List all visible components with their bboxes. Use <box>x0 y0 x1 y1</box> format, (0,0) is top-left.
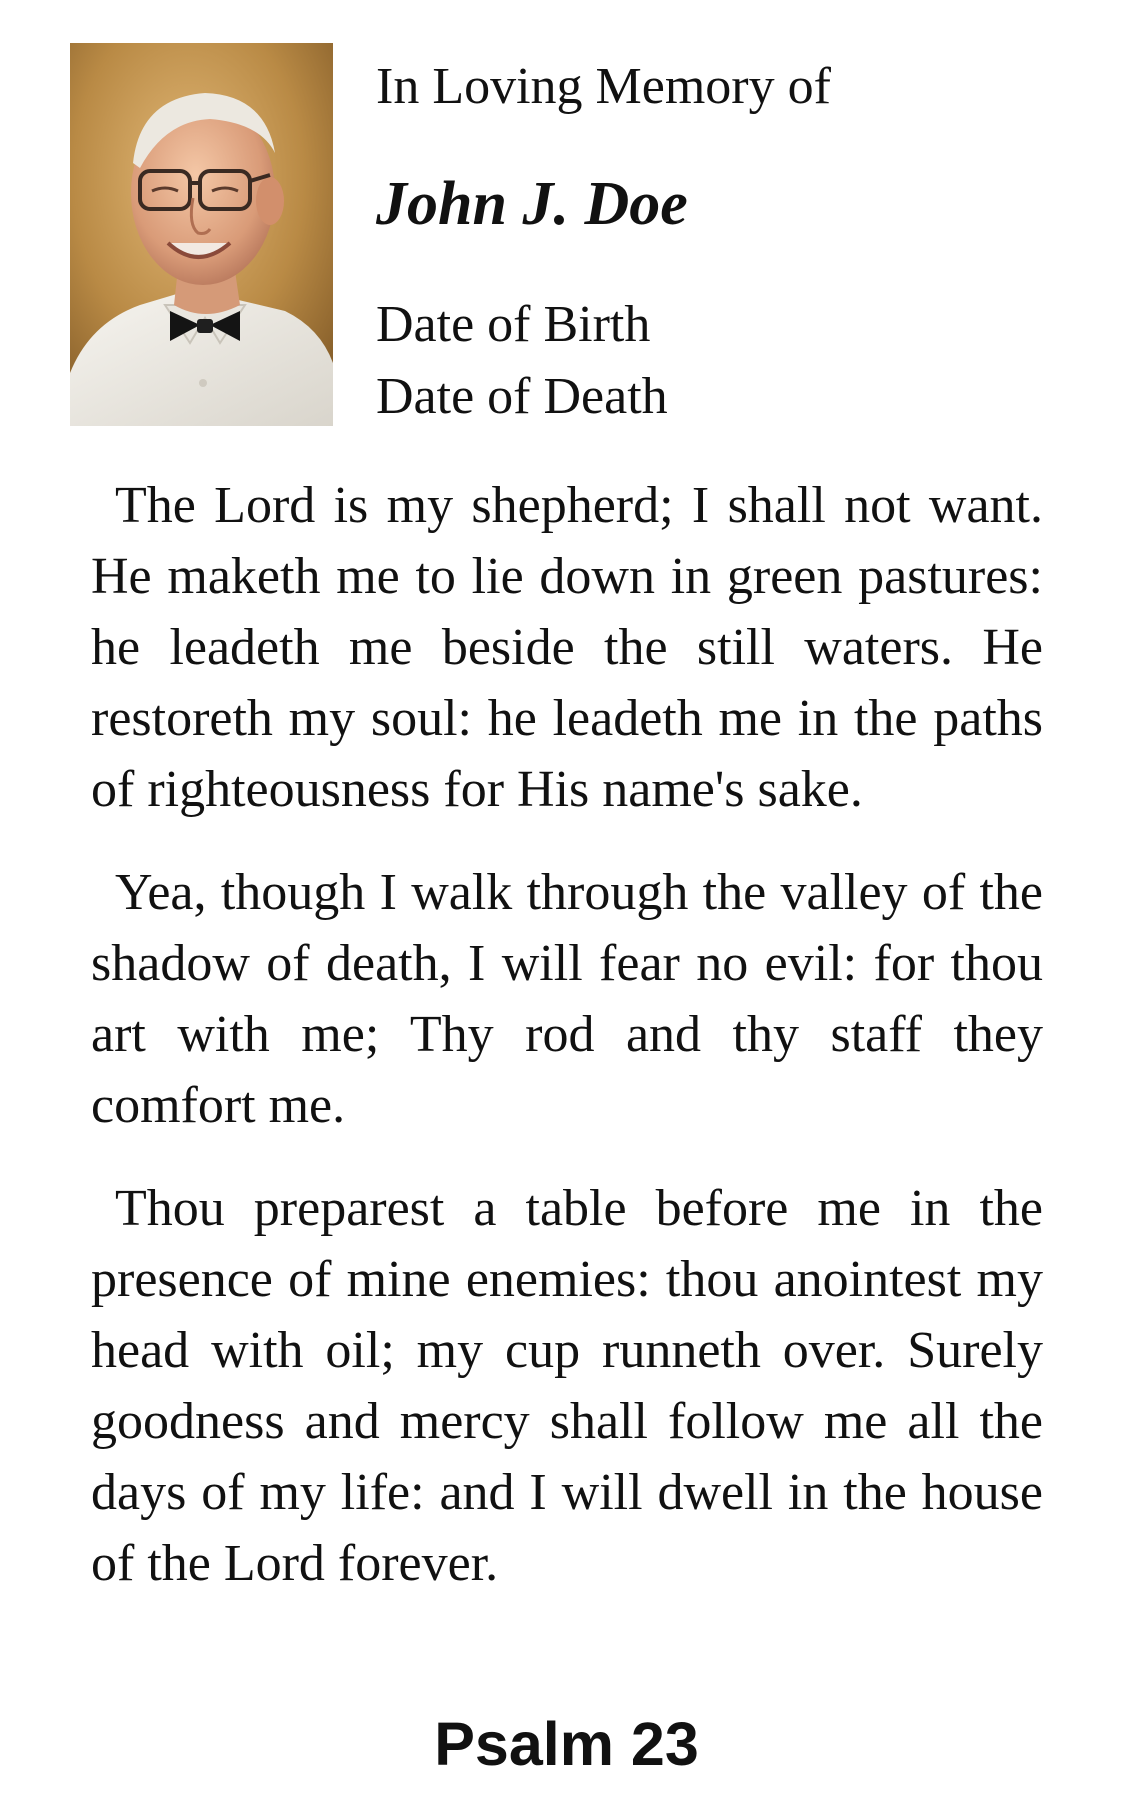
verse-paragraph: Yea, though I walk through the valley of the shadow of death, I will fear no evil: for thou art with me; Thy rod and thy staff they comfort me. <box>91 864 1043 1134</box>
psalm-verses <box>91 470 1043 1631</box>
card-header <box>70 43 1070 428</box>
verse-paragraph: Thou preparest a table before me in the presence of mine enemies: thou anointest my head with oil; my cup runneth over. Surely goodness and mercy shall follow me all the days of my life: and I will dwell in the house of the Lord forever. <box>91 1180 1043 1592</box>
portrait-photo <box>70 43 333 426</box>
date-of-death: Date of Death <box>376 368 668 425</box>
psalm-caption: Psalm 23 <box>434 1710 699 1778</box>
portrait-image <box>70 43 333 426</box>
date-of-birth: Date of Birth <box>376 296 651 353</box>
memory-line: In Loving Memory of <box>376 58 831 115</box>
deceased-name: John J. Doe <box>376 170 688 238</box>
verse-paragraph: The Lord is my shepherd; I shall not want. He maketh me to lie down in green pastures: he leadeth me beside the still waters. He restoreth my soul: he leadeth me in the paths of righteousness for His name's sake. <box>91 477 1043 818</box>
